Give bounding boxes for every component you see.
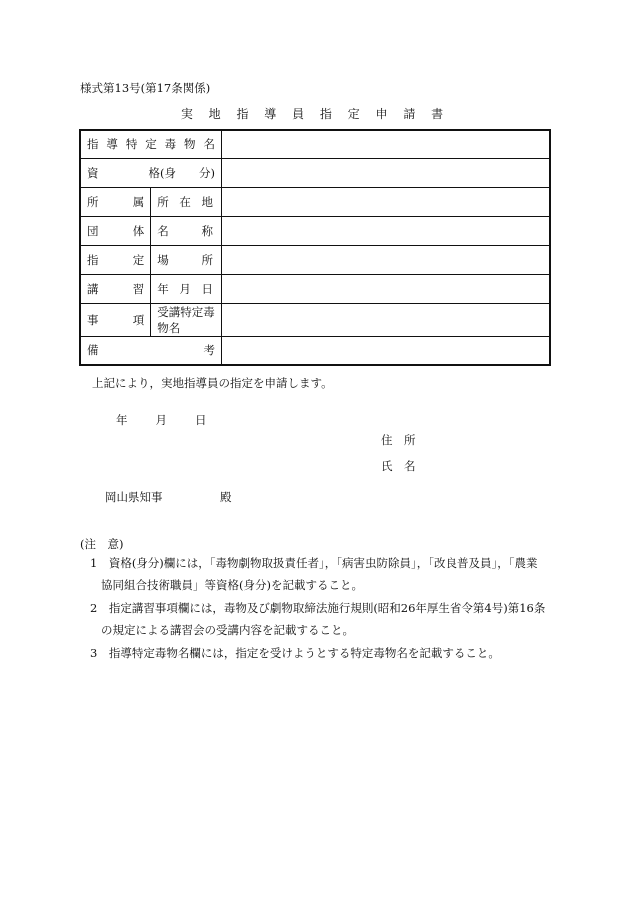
date-year: 年 <box>116 413 128 427</box>
row-course-date <box>80 274 550 303</box>
application-statement: 上記により，実地指導員の指定を申請します。 <box>92 376 333 390</box>
application-table <box>79 129 551 366</box>
row-course-poison <box>80 303 550 336</box>
label-course-place: 場 所 <box>151 245 222 274</box>
label-course-a: 指 定 <box>80 245 151 274</box>
label-remarks: 備 考 <box>80 336 222 365</box>
note-3: 3 指導特定毒物名欄には，指定を受けようとする特定毒物名を記載すること。 <box>90 646 500 660</box>
value-course-poison[interactable] <box>222 303 551 336</box>
label-course-poison: 受講特定毒物名 <box>151 303 222 336</box>
row-designated-poison <box>80 130 550 158</box>
date-line <box>116 412 207 428</box>
label-designated-poison-name: 指 導 特 定 毒 物 名 <box>80 130 222 158</box>
note-2: 2 指定講習事項欄には，毒物及び劇物取締法施行規則(昭和26年厚生省令第4号)第16条 の規定による講習会の受講内容を記載すること。 <box>90 601 546 637</box>
addressee: 岡山県知事 殿 <box>105 490 232 504</box>
document-title: 実 地 指 導 員 指 定 申 請 書 <box>180 107 450 121</box>
row-qualification <box>80 158 550 187</box>
form-number: 様式第13号(第17条関係) <box>80 81 211 95</box>
label-org-location: 所 在 地 <box>151 187 222 216</box>
name-label: 氏 名 <box>381 459 416 473</box>
row-remarks <box>80 336 550 365</box>
value-course-date[interactable] <box>222 274 551 303</box>
value-course-place[interactable] <box>222 245 551 274</box>
label-course-date: 年 月 日 <box>151 274 222 303</box>
row-org-location <box>80 187 550 216</box>
row-course-place <box>80 245 550 274</box>
value-designated-poison-name[interactable] <box>222 130 551 158</box>
address-label: 住 所 <box>381 433 416 447</box>
date-month: 月 <box>155 413 167 427</box>
value-org-name[interactable] <box>222 216 551 245</box>
label-course-b: 講 習 <box>80 274 151 303</box>
label-affiliation-b: 団 体 <box>80 216 151 245</box>
label-course-c: 事 項 <box>80 303 151 336</box>
value-remarks[interactable] <box>222 336 551 365</box>
label-affiliation-a: 所 属 <box>80 187 151 216</box>
value-qualification[interactable] <box>222 158 551 187</box>
label-qualification: 資 格(身 分) <box>80 158 222 187</box>
date-day: 日 <box>195 413 207 427</box>
label-org-name: 名 称 <box>151 216 222 245</box>
value-org-location[interactable] <box>222 187 551 216</box>
notes-heading: (注 意) <box>80 537 124 551</box>
note-1: 1 資格(身分)欄には，「毒物劇物取扱責任者」，「病害虫防除員」，「改良普及員」，「農業 協同組合技術職員」等資格(身分)を記載すること。 <box>90 556 538 592</box>
row-org-name <box>80 216 550 245</box>
